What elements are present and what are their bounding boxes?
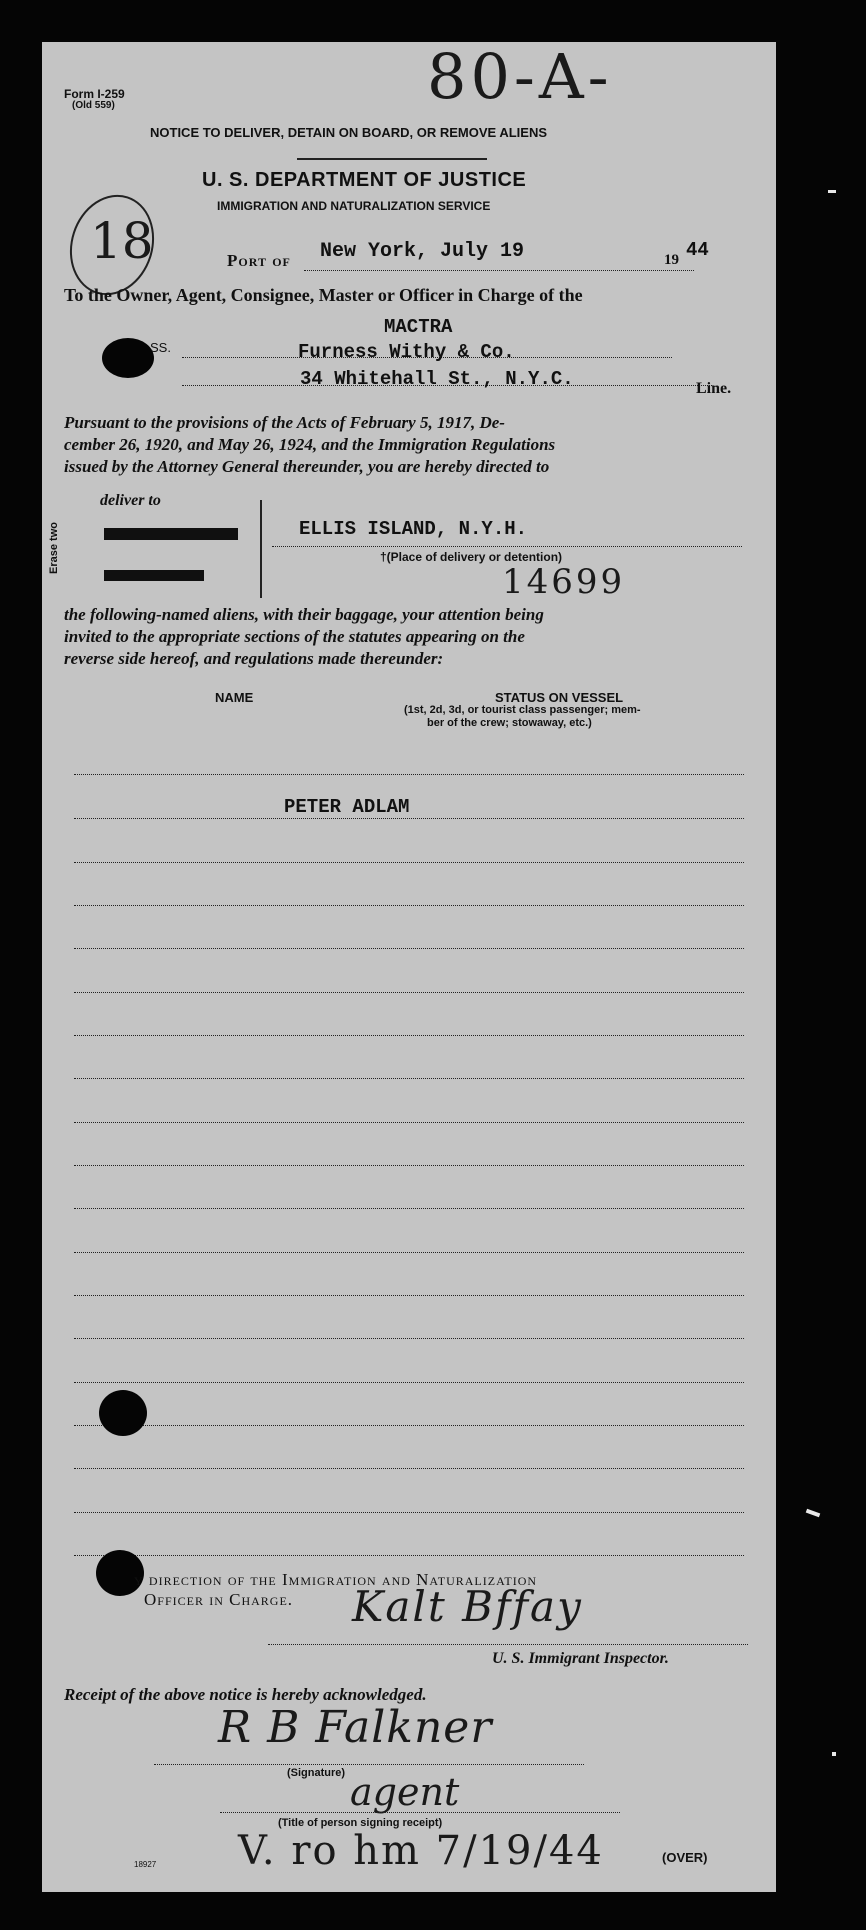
inspector-title: U. S. Immigrant Inspector.: [492, 1650, 669, 1667]
punch-hole: [99, 1390, 147, 1436]
list-line: [74, 862, 744, 863]
direction-line: Officer in Charge.: [144, 1590, 294, 1609]
receipt-text: Receipt of the above notice is hereby acknowledged.: [64, 1685, 427, 1704]
print-code: 18927: [134, 1860, 157, 1869]
list-line: [74, 1425, 744, 1426]
old-form-number: (Old 559): [72, 100, 115, 111]
year-prefix: 19: [664, 252, 679, 268]
list-line: [74, 1468, 744, 1469]
vessel-name: MACTRA: [384, 316, 453, 338]
port-value: New York, July 19: [320, 240, 525, 263]
notice-form: [42, 42, 776, 1892]
punch-hole: [102, 338, 154, 378]
ss-label: SS.: [150, 340, 171, 355]
bracket: [260, 500, 262, 598]
list-line: [74, 1165, 744, 1166]
column-status-header: STATUS ON VESSEL: [495, 690, 624, 705]
receipt-title-handwritten: agent: [350, 1770, 460, 1814]
addressee-line: To the Owner, Agent, Consignee, Master or Officer in Charge of the: [64, 285, 583, 305]
title-caption: (Title of person signing receipt): [278, 1817, 443, 1829]
column-status-note: (1st, 2d, 3d, or tourist class passenger; mem-: [404, 704, 641, 716]
column-status-note: ber of the crew; stowaway, etc.): [427, 717, 592, 729]
list-line: [74, 1512, 744, 1513]
list-line: [74, 1338, 744, 1339]
list-line: [74, 1555, 744, 1556]
circled-number: 18: [90, 212, 154, 270]
bottom-handwritten-note: V. ro hm 7/19/44: [238, 1828, 604, 1874]
erase-two-label: Erase two: [48, 522, 60, 574]
over-label: (OVER): [662, 1850, 708, 1865]
receipt-signature: R B Falkner: [218, 1702, 493, 1753]
list-line: [74, 818, 744, 819]
service-name: IMMIGRATION AND NATURALIZATION SERVICE: [217, 199, 491, 213]
handwritten-file-number: 80-A-: [427, 40, 613, 113]
list-line: [74, 1078, 744, 1079]
list-line: [74, 1252, 744, 1253]
list-line: [74, 1208, 744, 1209]
title-rule: [297, 158, 487, 160]
direction-line: y direction of the Immigration and Naturalization: [134, 1570, 538, 1589]
list-line: [74, 1382, 744, 1383]
agent-company: Furness Withy & Co.: [298, 341, 515, 363]
redacted-option-2: [104, 570, 204, 581]
form-number: Form I-259: [64, 87, 125, 101]
agent-address: 34 Whitehall St., N.Y.C.: [300, 368, 574, 390]
delivery-caption: †(Place of delivery or detention): [380, 550, 563, 564]
signature-caption: (Signature): [287, 1767, 346, 1779]
alien-name: PETER ADLAM: [284, 796, 410, 818]
list-line: [74, 1295, 744, 1296]
deliver-to-label: deliver to: [100, 492, 161, 509]
redacted-option-1: [104, 528, 238, 540]
notice-title: NOTICE TO DELIVER, DETAIN ON BOARD, OR REMOVE ALIENS: [150, 125, 548, 140]
inspector-signature: Kalt Bffay: [352, 1582, 583, 1631]
pursuant-text: Pursuant to the provisions of the Acts of February 5, 1917, De- cember 26, 1920, and May 26, 1924, and the Immigration Regulations issued by the Attorney General thereunder, you are hereby directed to: [64, 413, 556, 476]
scan-speck: [832, 1752, 836, 1756]
list-line: [74, 1035, 744, 1036]
handwritten-number: 14699: [502, 562, 626, 602]
list-line: [74, 948, 744, 949]
department-name: U. S. DEPARTMENT OF JUSTICE: [202, 169, 527, 191]
column-name-header: NAME: [215, 690, 254, 705]
delivery-place: ELLIS ISLAND, N.Y.H.: [299, 518, 528, 540]
list-line: [74, 1122, 744, 1123]
list-line: [74, 992, 744, 993]
scan-speck: [806, 1509, 821, 1518]
scan-speck: [828, 190, 836, 193]
list-line: [74, 774, 744, 775]
line-label: Line.: [696, 380, 732, 397]
list-line: [74, 905, 744, 906]
year-value: 44: [686, 239, 709, 261]
following-text: the following-named aliens, with their baggage, your attention being invited to the appropriate sections of the statutes appearing on the reverse side hereof, and regulations made thereunder:: [64, 605, 544, 668]
port-label: Port of: [227, 251, 291, 270]
